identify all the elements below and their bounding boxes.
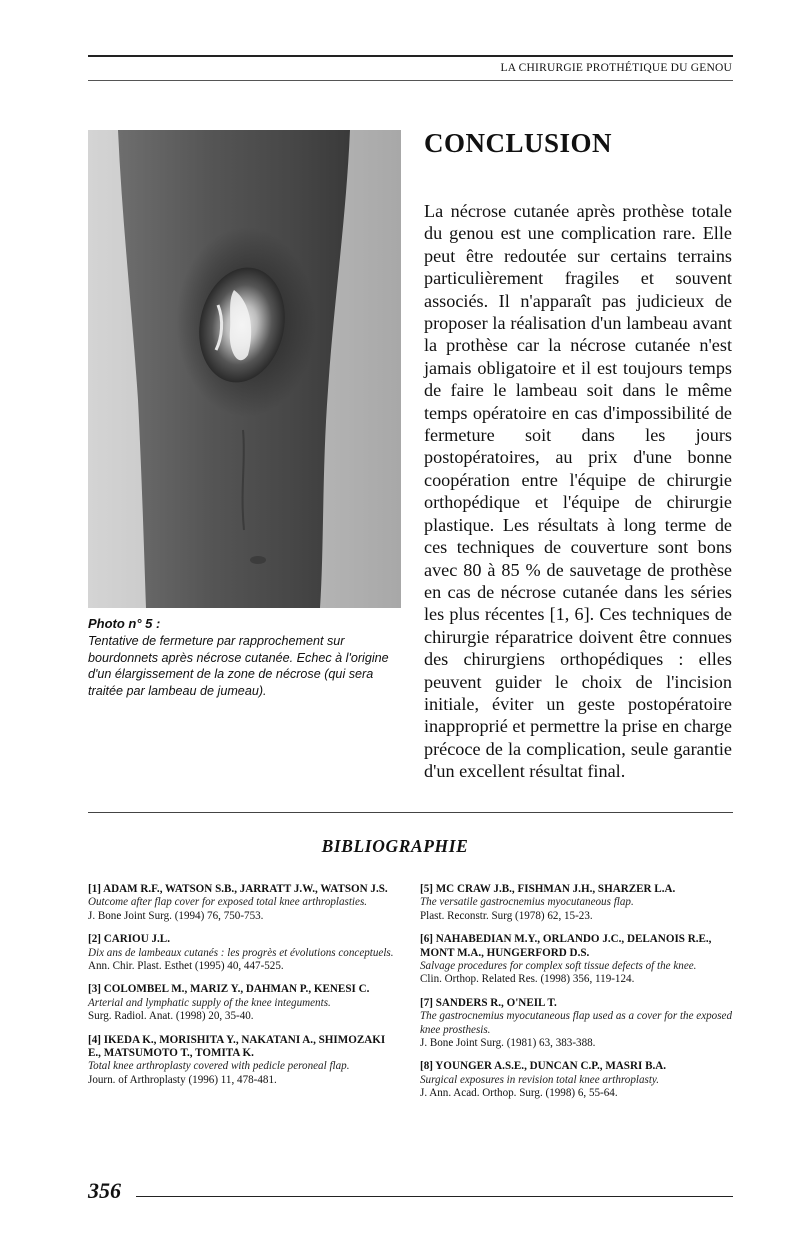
reference-authors: [6] NAHABEDIAN M.Y., ORLANDO J.C., DELANOIS R.E., MONT M.A., HUNGERFORD D.S. xyxy=(420,933,712,959)
caption-label: Photo n° 5 : xyxy=(88,616,161,631)
reference-title: Salvage procedures for complex soft tissue defects of the knee. xyxy=(420,960,697,973)
reference-authors: [8] YOUNGER A.S.E., DUNCAN C.P., MASRI B.A. xyxy=(420,1060,667,1073)
reference-item xyxy=(88,883,400,923)
knee-photo-image xyxy=(88,130,401,608)
reference-source: Ann. Chir. Plast. Esthet (1995) 40, 447-525. xyxy=(88,960,284,973)
reference-authors: [7] SANDERS R., O'NEIL T. xyxy=(420,996,557,1009)
reference-title: Arterial and lymphatic supply of the knee integuments. xyxy=(88,996,331,1009)
section-rule xyxy=(88,812,733,813)
reference-source: Clin. Orthop. Related Res. (1998) 356, 119-124. xyxy=(420,973,635,986)
reference-source: J. Ann. Acad. Orthop. Surg. (1998) 6, 55-64. xyxy=(420,1087,618,1100)
reference-item xyxy=(88,1034,400,1088)
footer-rule xyxy=(136,1196,733,1197)
reference-source: J. Bone Joint Surg. (1981) 63, 383-388. xyxy=(420,1037,596,1050)
reference-authors: [4] IKEDA K., MORISHITA Y., NAKATANI A., SHIMOZAKI E., MATSUMOTO T., TOMITA K. xyxy=(88,1033,386,1060)
reference-item xyxy=(420,883,732,923)
reference-authors: [3] COLOMBEL M., MARIZ Y., DAHMAN P., KENESI C. xyxy=(88,983,370,996)
section-title: CONCLUSION xyxy=(424,128,613,158)
reference-title: Outcome after flap cover for exposed total knee arthroplasties. xyxy=(88,896,368,909)
reference-source: J. Bone Joint Surg. (1994) 76, 750-753. xyxy=(88,909,264,922)
reference-item xyxy=(420,997,732,1051)
page-number: 356 xyxy=(88,1178,121,1203)
reference-item xyxy=(420,1060,732,1100)
reference-title: The versatile gastrocnemius myocutaneous flap. xyxy=(420,896,634,909)
reference-source: Journ. of Arthroplasty (1996) 11, 478-481. xyxy=(88,1073,277,1086)
reference-title: Total knee arthroplasty covered with pedicle peroneal flap. xyxy=(88,1060,350,1073)
conclusion-text: La nécrose cutanée après prothèse totale du genou est une complication rare. Elle peut être redoutée sur certains terrains particulièrement fragiles et souvent associés. Il n'apparaît pas judicieux de proposer la réalisation d'un lambeau avant la prothèse car la nécrose cutanée n'est jamais obligatoire et il est toujours temps de faire le lambeau soit dans le même temps opératoire en cas d'impossibilité de fermeture soit dans les jours postopératoires, au prix d'une bonne coopération entre l'équipe de chirurgie orthopédique et l'équipe de chirurgie plastique. Les résultats à long terme de ces techniques de couverture sont bons avec 80 à 85 % de sauvetage de prothèse en cas de nécrose cutanée dans les séries les plus récentes [1, 6]. Ces techniques de chirurgie réparatrice doivent être connues des chirurgiens orthopédiques : elles peuvent guider le choix de l'incision initiale, éviter un geste postopératoire inapproprié et permettre la prise en charge précoce de la complication, seule garantie d'un excellent résultat final. xyxy=(424,201,732,782)
reference-authors: [5] MC CRAW J.B., FISHMAN J.H., SHARZER L.A. xyxy=(420,883,676,895)
reference-source: Plast. Reconstr. Surg (1978) 62, 15-23. xyxy=(420,909,593,922)
reference-title: Surgical exposures in revision total knee arthroplasty. xyxy=(420,1073,659,1086)
reference-authors: [1] ADAM R.F., WATSON S.B., JARRATT J.W., WATSON J.S. xyxy=(88,883,388,895)
knee-photo xyxy=(88,130,401,608)
reference-item xyxy=(88,983,400,1023)
reference-title: Dix ans de lambeaux cutanés : les progrès et évolutions conceptuels. xyxy=(88,946,394,959)
bibliography-right-column xyxy=(420,883,732,1111)
bibliography-title: BIBLIOGRAPHIE xyxy=(321,836,469,856)
running-header: LA CHIRURGIE PROTHÉTIQUE DU GENOU xyxy=(500,62,732,74)
reference-authors: [2] CARIOU J.L. xyxy=(88,933,170,946)
reference-item xyxy=(88,933,400,973)
reference-item xyxy=(420,933,732,987)
reference-source: Surg. Radiol. Anat. (1998) 20, 35-40. xyxy=(88,1010,254,1023)
bibliography-left-column xyxy=(88,883,400,1097)
caption-text: Tentative de fermeture par rapprochement sur bourdonnets après nécrose cutanée. Echec à l'origine d'un élargissement de la zone de nécrose (qui sera traitée par lambeau de jumeau). xyxy=(88,634,389,698)
photo-caption xyxy=(88,616,402,699)
header-rule xyxy=(88,80,733,81)
reference-title: The gastrocnemius myocutaneous flap used as a cover for the exposed knee prosthesis. xyxy=(420,1010,733,1036)
top-rule xyxy=(88,55,733,57)
